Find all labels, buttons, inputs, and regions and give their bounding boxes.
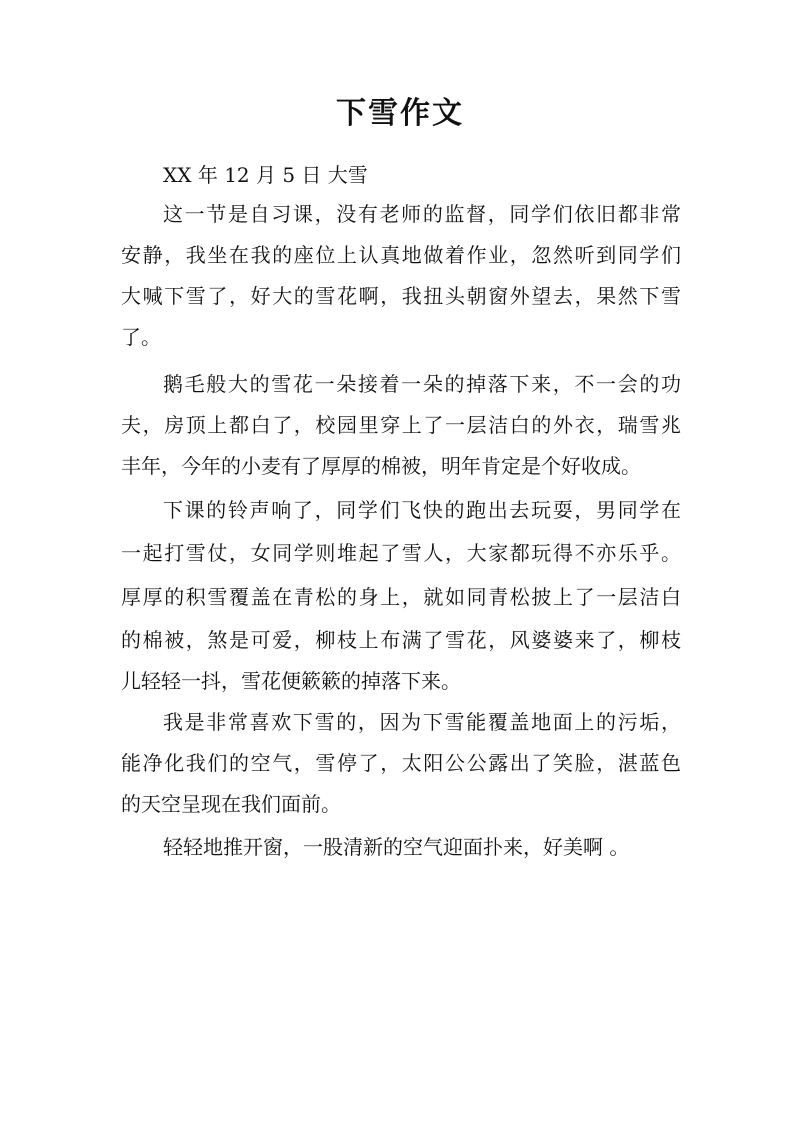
paragraph-4-line-3: 的天空呈现在我们面前。	[121, 792, 341, 816]
paragraph-3-line-5: 儿轻轻一抖，雪花便簌簌的掉落下来。	[121, 669, 461, 693]
paragraph-1-line-2: 安静，我坐在我的座位上认真地做着作业，忽然听到同学们	[121, 243, 681, 267]
paragraph-2-line-2: 夫，房顶上都白了，校园里穿上了一层洁白的外衣，瑞雪兆	[121, 413, 681, 437]
paragraph-4-line-1: 我是非常喜欢下雪的，因为下雪能覆盖地面上的污垢，	[163, 710, 681, 734]
paragraph-1-line-4: 了。	[121, 325, 161, 349]
paragraph-3-line-4: 的棉被，煞是可爱，柳枝上布满了雪花，风婆婆来了，柳枝	[121, 628, 681, 652]
paragraph-3-line-3: 厚厚的积雪覆盖在青松的身上，就如同青松披上了一层洁白	[121, 585, 681, 609]
paragraph-1-line-3: 大喊下雪了，好大的雪花啊，我扭头朝窗外望去，果然下雪	[121, 284, 681, 308]
paragraph-2-line-3: 丰年，今年的小麦有了厚厚的棉被，明年肯定是个好收成。	[121, 454, 641, 478]
paragraph-3-line-2: 一起打雪仗，女同学则堆起了雪人，大家都玩得不亦乐乎。	[121, 541, 681, 565]
document-title: 下雪作文	[336, 96, 464, 131]
paragraph-2-line-1: 鹅毛般大的雪花一朵接着一朵的掉落下来，不一会的功	[163, 372, 681, 396]
paragraph-1-line-1: 这一节是自习课，没有老师的监督，同学们依旧都非常	[163, 202, 681, 226]
paragraph-4-line-2: 能净化我们的空气，雪停了，太阳公公露出了笑脸，湛蓝色	[121, 751, 681, 775]
paragraph-3-line-1: 下课的铃声响了，同学们飞快的跑出去玩耍，男同学在	[163, 498, 681, 522]
paragraph-5-line-1: 轻轻地推开窗，一股清新的空气迎面扑来，好美啊 。	[163, 835, 630, 859]
date-weather-line: XX 年 12 月 5 日 大雪	[163, 163, 368, 187]
